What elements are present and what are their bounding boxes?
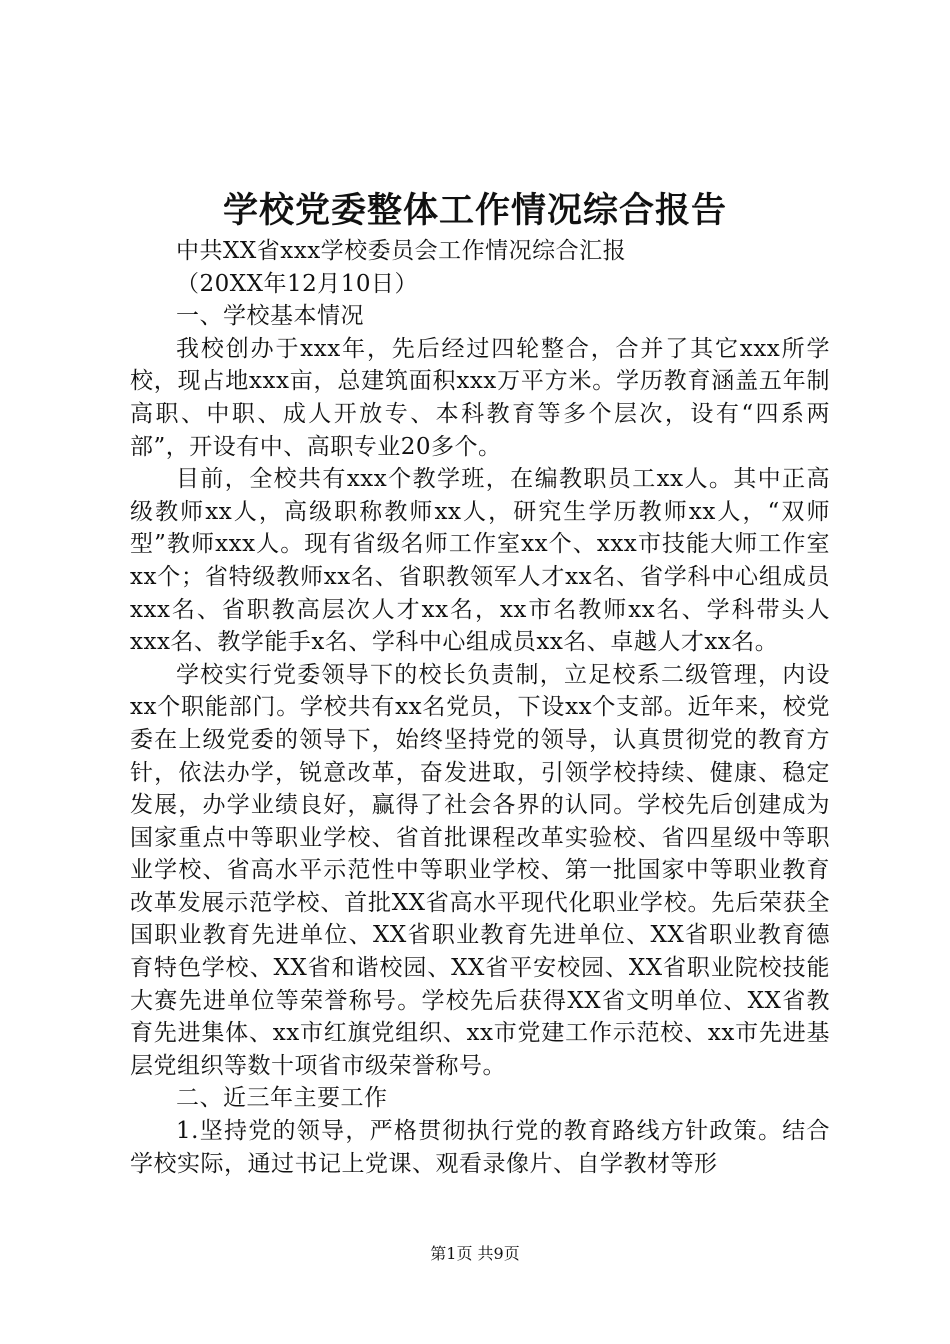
section-heading-2: 二、近三年主要工作 — [176, 1085, 388, 1112]
paragraph: 我校创办于xxx年，先后经过四轮整合，合并了其它xxx所学校，现占地xxx亩，总建筑面积xxx万平方米。学历教育涵盖五年制高职、中职、成人开放专、本科教育等多个层次，设有“四系两部”，开设有中、高职专业20多个。 — [130, 335, 830, 460]
page-footer: 第1页 共9页 — [430, 1244, 520, 1263]
document-title: 学校党委整体工作情况综合报告 — [222, 190, 727, 231]
subtitle-line: 中共XX省xxx学校委员会工作情况综合汇报 — [176, 238, 627, 264]
paragraph: 1.坚持党的领导，严格贯彻执行党的教育路线方针政策。结合学校实际，通过书记上党课、观看录像片、自学教材等形 — [130, 1118, 830, 1177]
document-body — [130, 235, 830, 1180]
section-heading-1: 一、学校基本情况 — [176, 303, 364, 330]
date-line: （20XX年12月10日） — [176, 270, 419, 297]
paragraph: 目前，全校共有xxx个教学班，在编教职员工xx人。其中正高级教师xx人，高级职称教师xx人，研究生学历教师xx人，“双师型”教师xxx人。现有省级名师工作室xx个、xxx市技能大师工作室xx个；省特级教师xx名、省职教领军人才xx名、省学科中心组成员xxx名、省职教高层次人才xx名，xx市名教师xx名、学科带头人xxx名、教学能手x名、学科中心组成员xx名、卓越人才xx名。 — [130, 466, 830, 656]
paragraph: 学校实行党委领导下的校长负责制，立足校系二级管理，内设xx个职能部门。学校共有xx名党员，下设xx个支部。近年来，校党委在上级党委的领导下，始终坚持党的领导，认真贯彻党的教育方针，依法办学，锐意改革，奋发进取，引领学校持续、健康、稳定发展，办学业绩良好，赢得了社会各界的认同。学校先后创建成为国家重点中等职业学校、省首批课程改革实验校、省四星级中等职业学校、省高水平示范性中等职业学校、第一批国家中等职业教育改革发展示范学校、首批XX省高水平现代化职业学校。先后荣获全国职业教育先进单位、XX省职业教育先进单位、XX省职业教育德育特色学校、XX省和谐校园、XX省平安校园、XX省职业院校技能大赛先进单位等荣誉称号。学校先后获得XX省文明单位、XX省教育先进集体、xx市红旗党组织、xx市党建工作示范校、xx市先进基层党组织等数十项省市级荣誉称号。 — [130, 661, 830, 1079]
